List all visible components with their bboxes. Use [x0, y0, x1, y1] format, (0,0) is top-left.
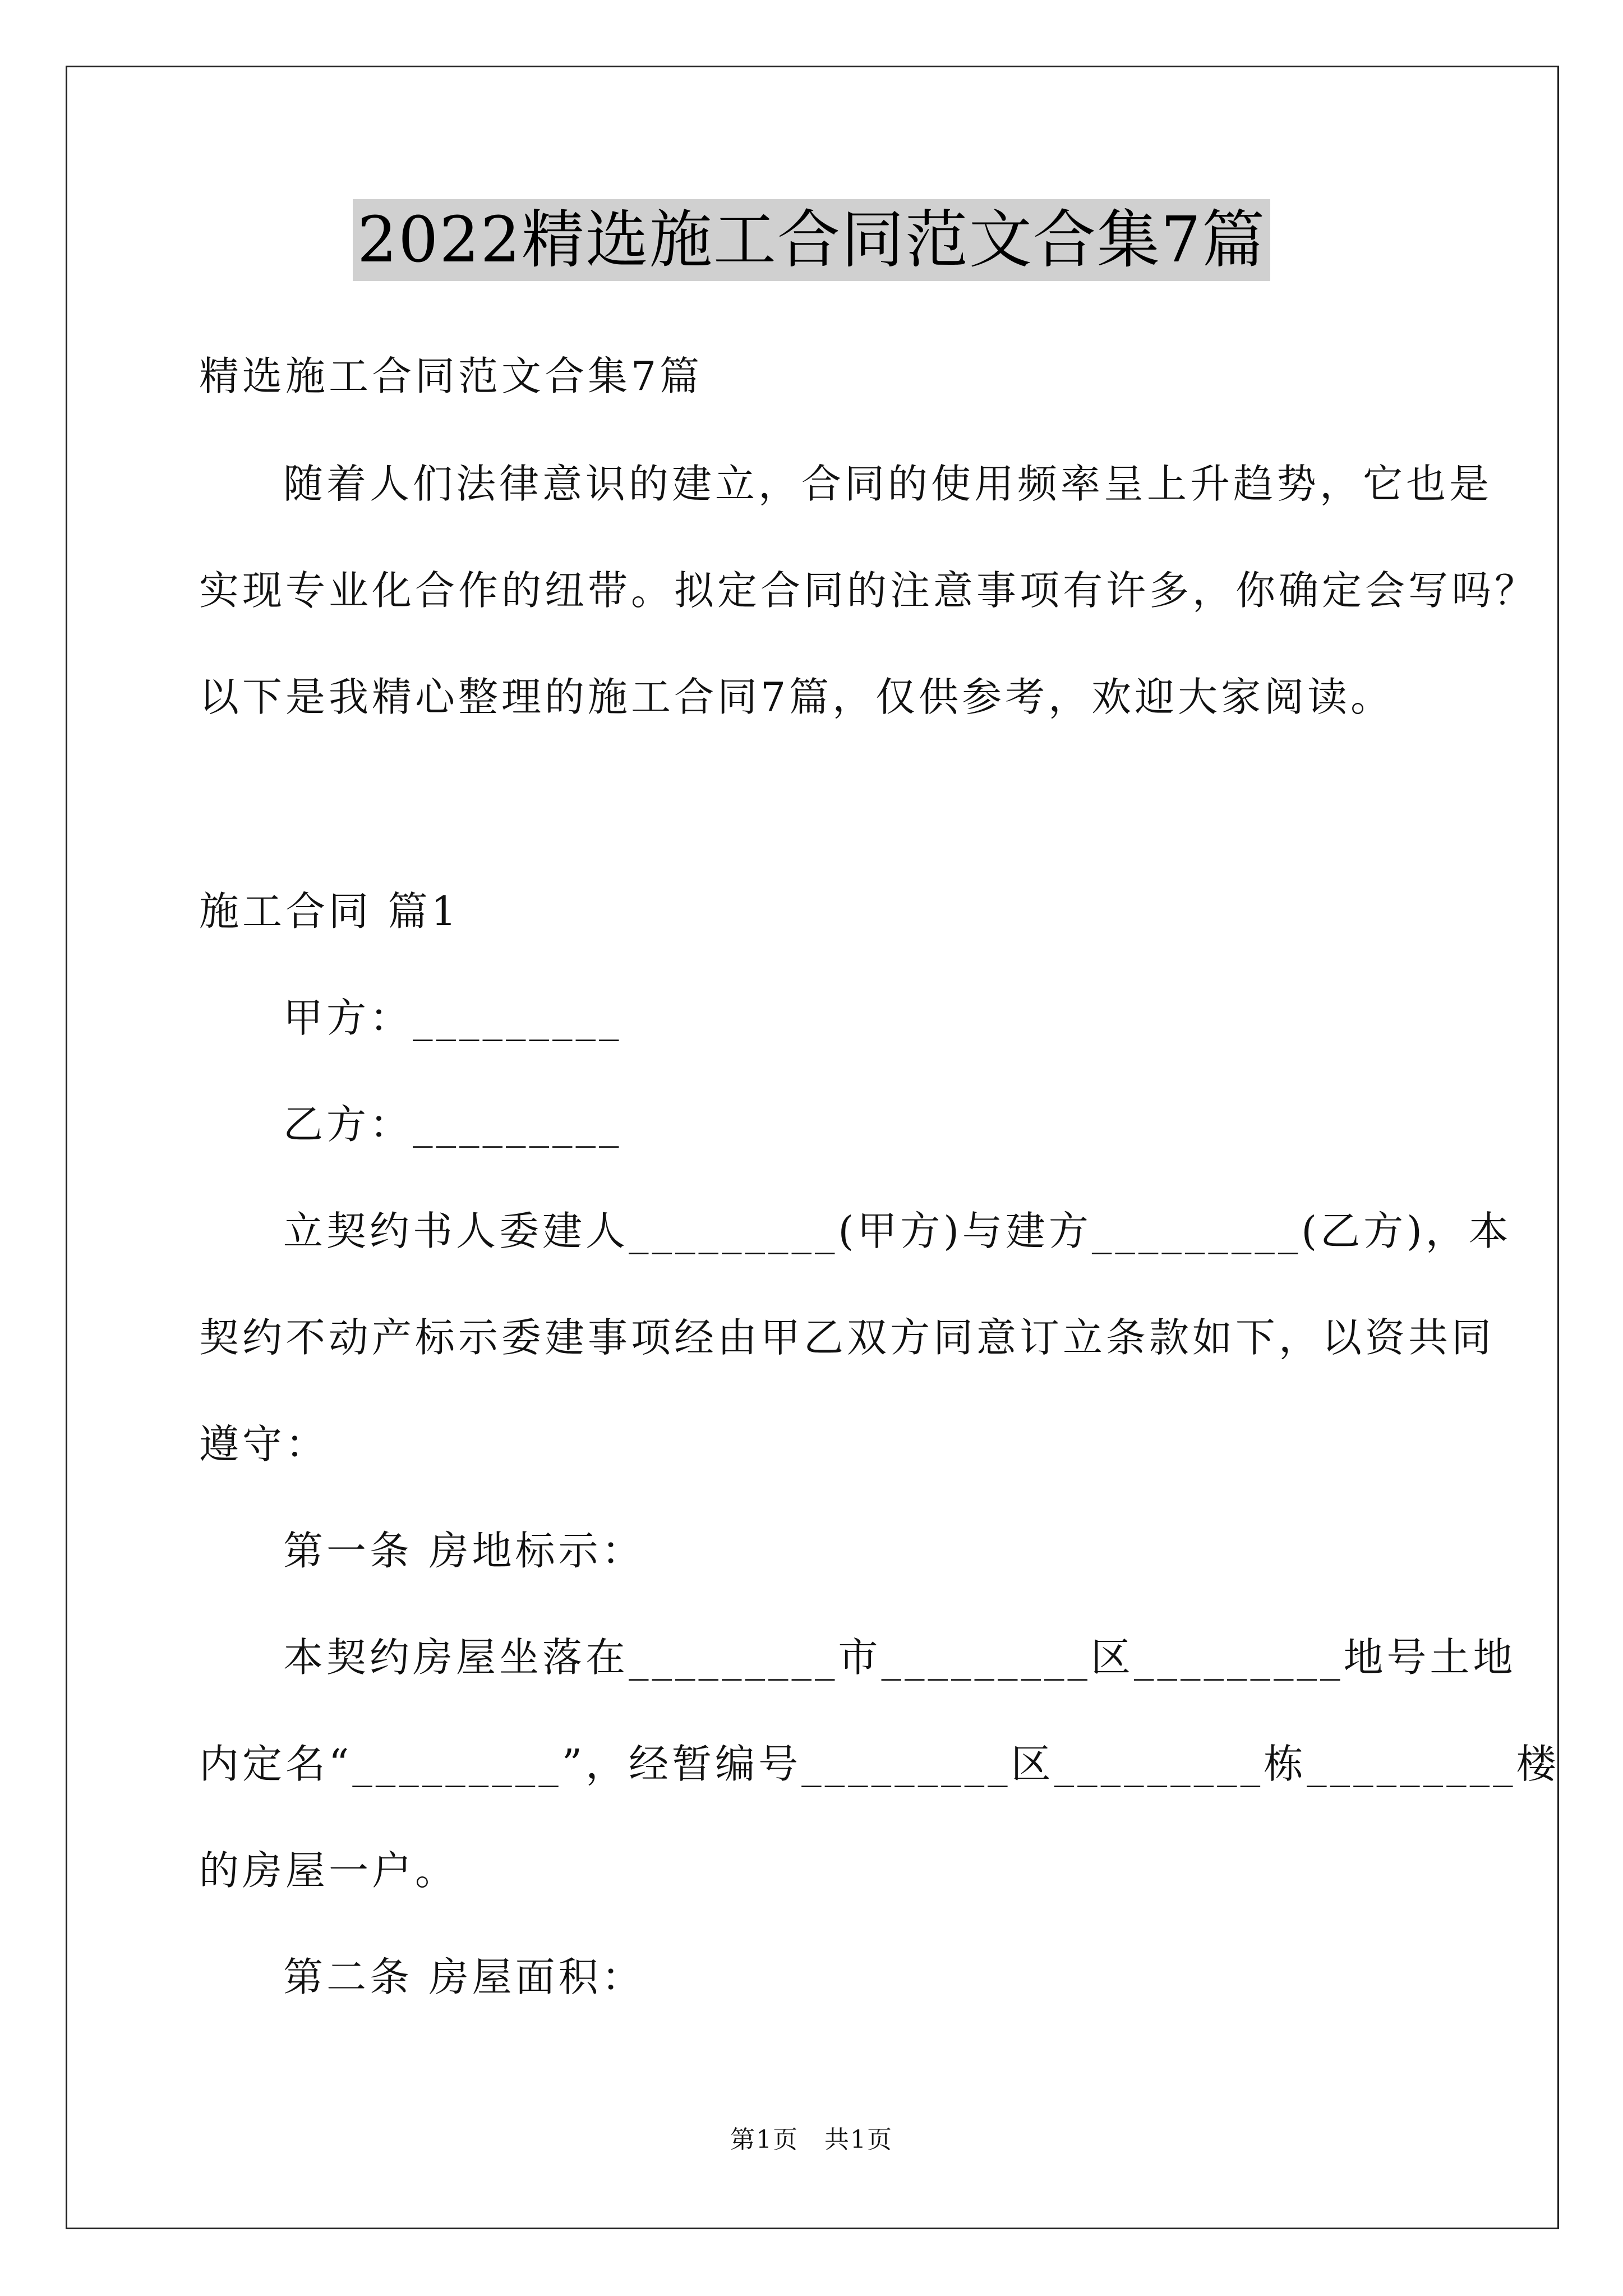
party-a-line: 甲方：_________: [283, 995, 623, 1041]
article-1-line-3: 的房屋一户。: [199, 1847, 459, 1894]
article-1-line-2: 内定名“_________”，经暂编号_________区_________栋_________楼: [199, 1741, 1560, 1787]
agreement-line-2: 契约不动产标示委建事项经由甲乙双方同意订立条款如下，以资共同: [199, 1314, 1495, 1361]
article-1-line-1: 本契约房屋坐落在_________市_________区_________地号土地: [283, 1634, 1516, 1681]
article-2-heading: 第二条 房屋面积：: [283, 1954, 645, 2000]
article-1-heading: 第一条 房地标示：: [283, 1527, 645, 1574]
agreement-line-1: 立契约书人委建人_________(甲方)与建方_________(乙方)，本: [283, 1208, 1512, 1254]
section-heading: 施工合同 篇1: [199, 888, 460, 935]
intro-line-1: 随着人们法律意识的建立，合同的使用频率呈上升趋势，它也是: [283, 461, 1493, 507]
agreement-line-3: 遵守：: [199, 1421, 329, 1467]
page-footer: 第1页 共1页: [730, 2125, 893, 2154]
document-title: 2022精选施工合同范文合集7篇: [353, 199, 1270, 281]
intro-line-3: 以下是我精心整理的施工合同7篇，仅供参考，欢迎大家阅读。: [199, 674, 1394, 720]
intro-line-2: 实现专业化合作的纽带。拟定合同的注意事项有许多，你确定会写吗？: [199, 567, 1538, 614]
party-b-line: 乙方：_________: [283, 1101, 623, 1148]
title-container: [0, 199, 1623, 281]
document-subtitle: 精选施工合同范文合集7篇: [199, 353, 703, 399]
